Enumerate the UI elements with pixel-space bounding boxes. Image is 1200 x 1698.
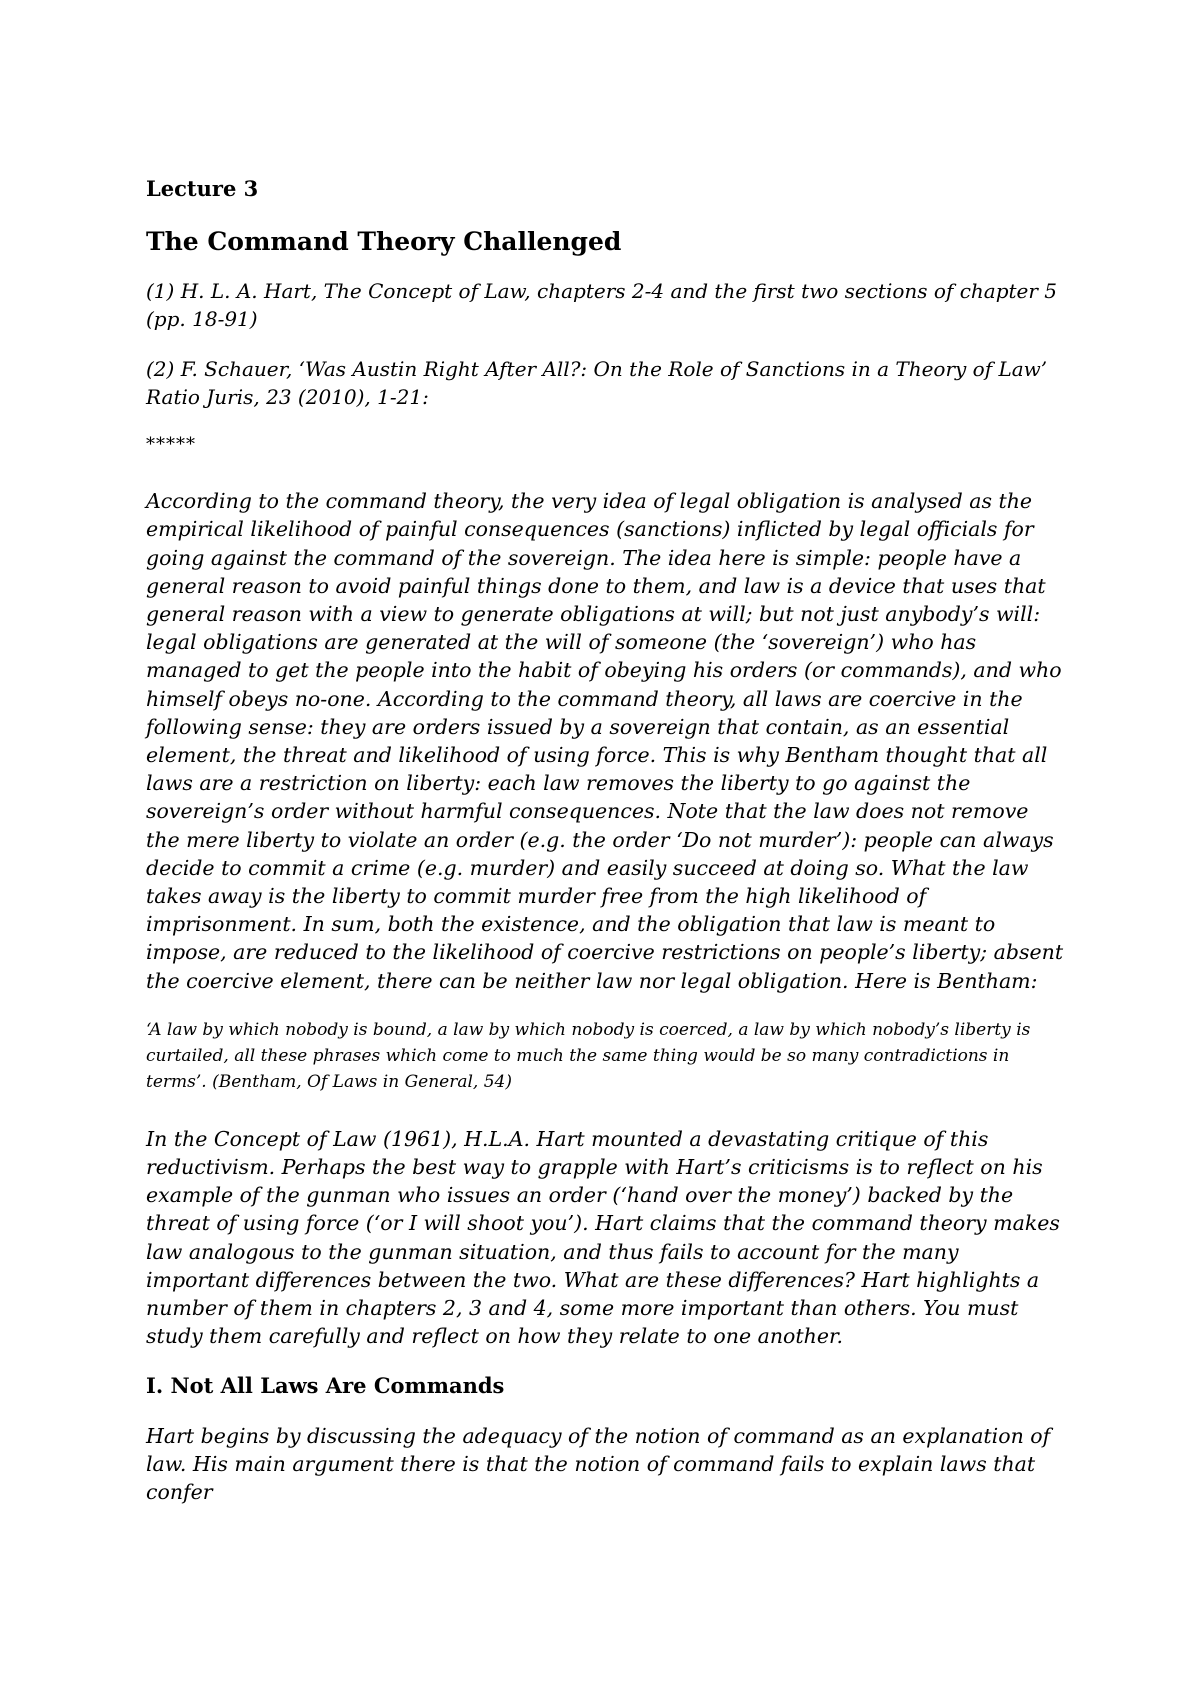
reference-1: (1) H. L. A. Hart, The Concept of Law, chapters 2-4 and the first two sections of chapter 5 (pp. 18-91)	[146, 279, 1058, 332]
document-title: The Command Theory Challenged	[146, 227, 622, 257]
paragraph-command-theory: According to the command theory, the very idea of legal obligation is analysed as the empirical likelihood of painful consequences (sanctions) inflicted by legal officials for going against the command of the sovereign. The idea here is simple: people have a general reason to avoid painful things done to them, and law is a device that uses that general reason with a view to generate obligations at will; but not just anybody’s will: legal obligations are generated at the will of someone (the ‘sovereign’) who has managed to get the people into the habit of obeying his orders (or commands), and who himself obeys no-one. According to the command theory, all laws are coercive in the following sense: they are orders issued by a sovereign that contain, as an essential element, the threat and likelihood of using force. This is why Bentham thought that all laws are a restriction on liberty: each law removes the liberty to go against the sovereign’s order without harmful consequences. Note that the law does not remove the mere liberty to violate an order (e.g. the order ‘Do not murder’): people can always decide to commit a crime (e.g. murder) and easily succeed at doing so. What the law takes away is the liberty to commit murder free from the high likelihood of imprisonment. In sum, both the existence, and the obligation that law is meant to impose, are reduced to the likelihood of coercive restrictions on people’s liberty; absent the coercive element, there can be neither law nor legal obligation. Here is Bentham:	[146, 489, 1064, 993]
paragraph-not-all-laws: Hart begins by discussing the adequacy of the notion of command as an explanation of law. His main argument there is that the notion of command fails to explain laws that confer	[146, 1423, 1051, 1505]
document-page	[146, 176, 1066, 1528]
section-separator: *****	[146, 434, 196, 456]
section-heading: I. Not All Laws Are Commands	[146, 1373, 505, 1399]
lecture-label: Lecture 3	[146, 176, 259, 201]
reference-2: (2) F. Schauer, ‘Was Austin Right After All?: On the Role of Sanctions in a Theory of Law’ Ratio Juris, 23 (2010), 1-21:	[146, 357, 1048, 410]
paragraph-hart-critique: In the Concept of Law (1961), H.L.A. Hart mounted a devastating critique of this reductivism. Perhaps the best way to grapple with Hart’s criticisms is to reflect on his example of the gunman who issues an order (‘hand over the money’) backed by the threat of using force (‘or I will shoot you’). Hart claims that the command theory makes law analogous to the gunman situation, and thus fails to account for the many important differences between the two. What are these differences? Hart highlights a number of them in chapters 2, 3 and 4, some more important than others. You must study them carefully and reflect on how they relate to one another.	[146, 1126, 1060, 1349]
bentham-quote: ‘A law by which nobody is bound, a law by which nobody is coerced, a law by which nobody’s liberty is curtailed, all these phrases which come to much the same thing would be so many contradictions in terms’. (Bentham, Of Laws in General, 54)	[146, 1019, 1031, 1092]
